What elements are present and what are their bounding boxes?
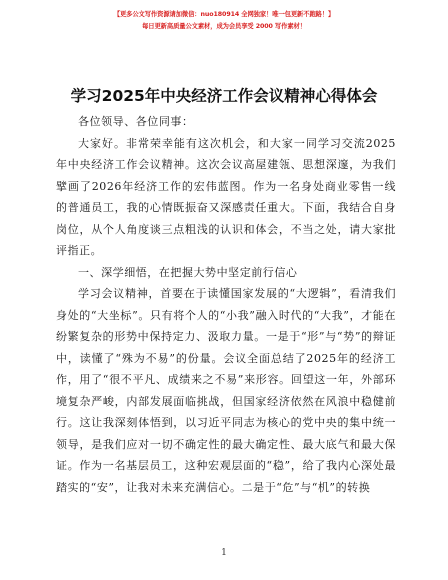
salutation: 各位领导、各位同事： xyxy=(78,115,194,128)
document-title: 学习2025年中央经济工作会议精神心得体会 xyxy=(70,87,378,105)
section-heading: 一、深学细悟，在把握大势中坚定前行信心 xyxy=(78,265,298,279)
section-paragraph: 学习会议精神，首要在于读懂国家发展的“大逻辑”，看清我们身处的“大坐标”。只有将个人的“小我”融入时代的“大我”，才能在纷繁复杂的形势中保持定力、汲取力量。一是于“形”与“势”的辩证中，读懂了“殊为不易”的份量。会议全面总结了2025年的经济工作，用了“很不平凡、成绩来之不易”来形容。回望这一年，外部环境复杂严峻，内部发展面临挑战，但国家经济依然在风浪中稳健前行。这让我深刻体悟到，以习近平同志为核心的党中央的集中统一领导，是我们应对一切不确定性的最大确定性、最大底气和最大保证。作为一名基层员工，这种宏观层面的“稳”，给了我内心深处最踏实的“安”，让我对未来充满信心。二是于“危”与“机”的转换 xyxy=(56,287,396,494)
intro-paragraph: 大家好。非常荣幸能有这次机会，和大家一同学习交流2025年中央经济工作会议精神。这次会议高屋建瓴、思想深邃，为我们擘画了2026年经济工作的宏伟蓝图。作为一名身处商业零售一线的普通员工，我的心情既振奋又深感责任重大。下面，我结合自身岗位，从个人角度谈三点粗浅的认识和体会，不当之处，请大家批评指正。 xyxy=(56,136,396,257)
banner-promo-line: 【更多公文写作资源请加微信：nuo180914 全网独家！唯一包更新不跑路！】 xyxy=(113,11,335,18)
header-banner xyxy=(0,0,448,56)
page-number: 1 xyxy=(221,548,227,558)
document-body xyxy=(56,111,396,498)
banner-membership-line: 每日更新高质量公文素材，成为会员享受 2000 写作素材！ xyxy=(142,23,306,30)
